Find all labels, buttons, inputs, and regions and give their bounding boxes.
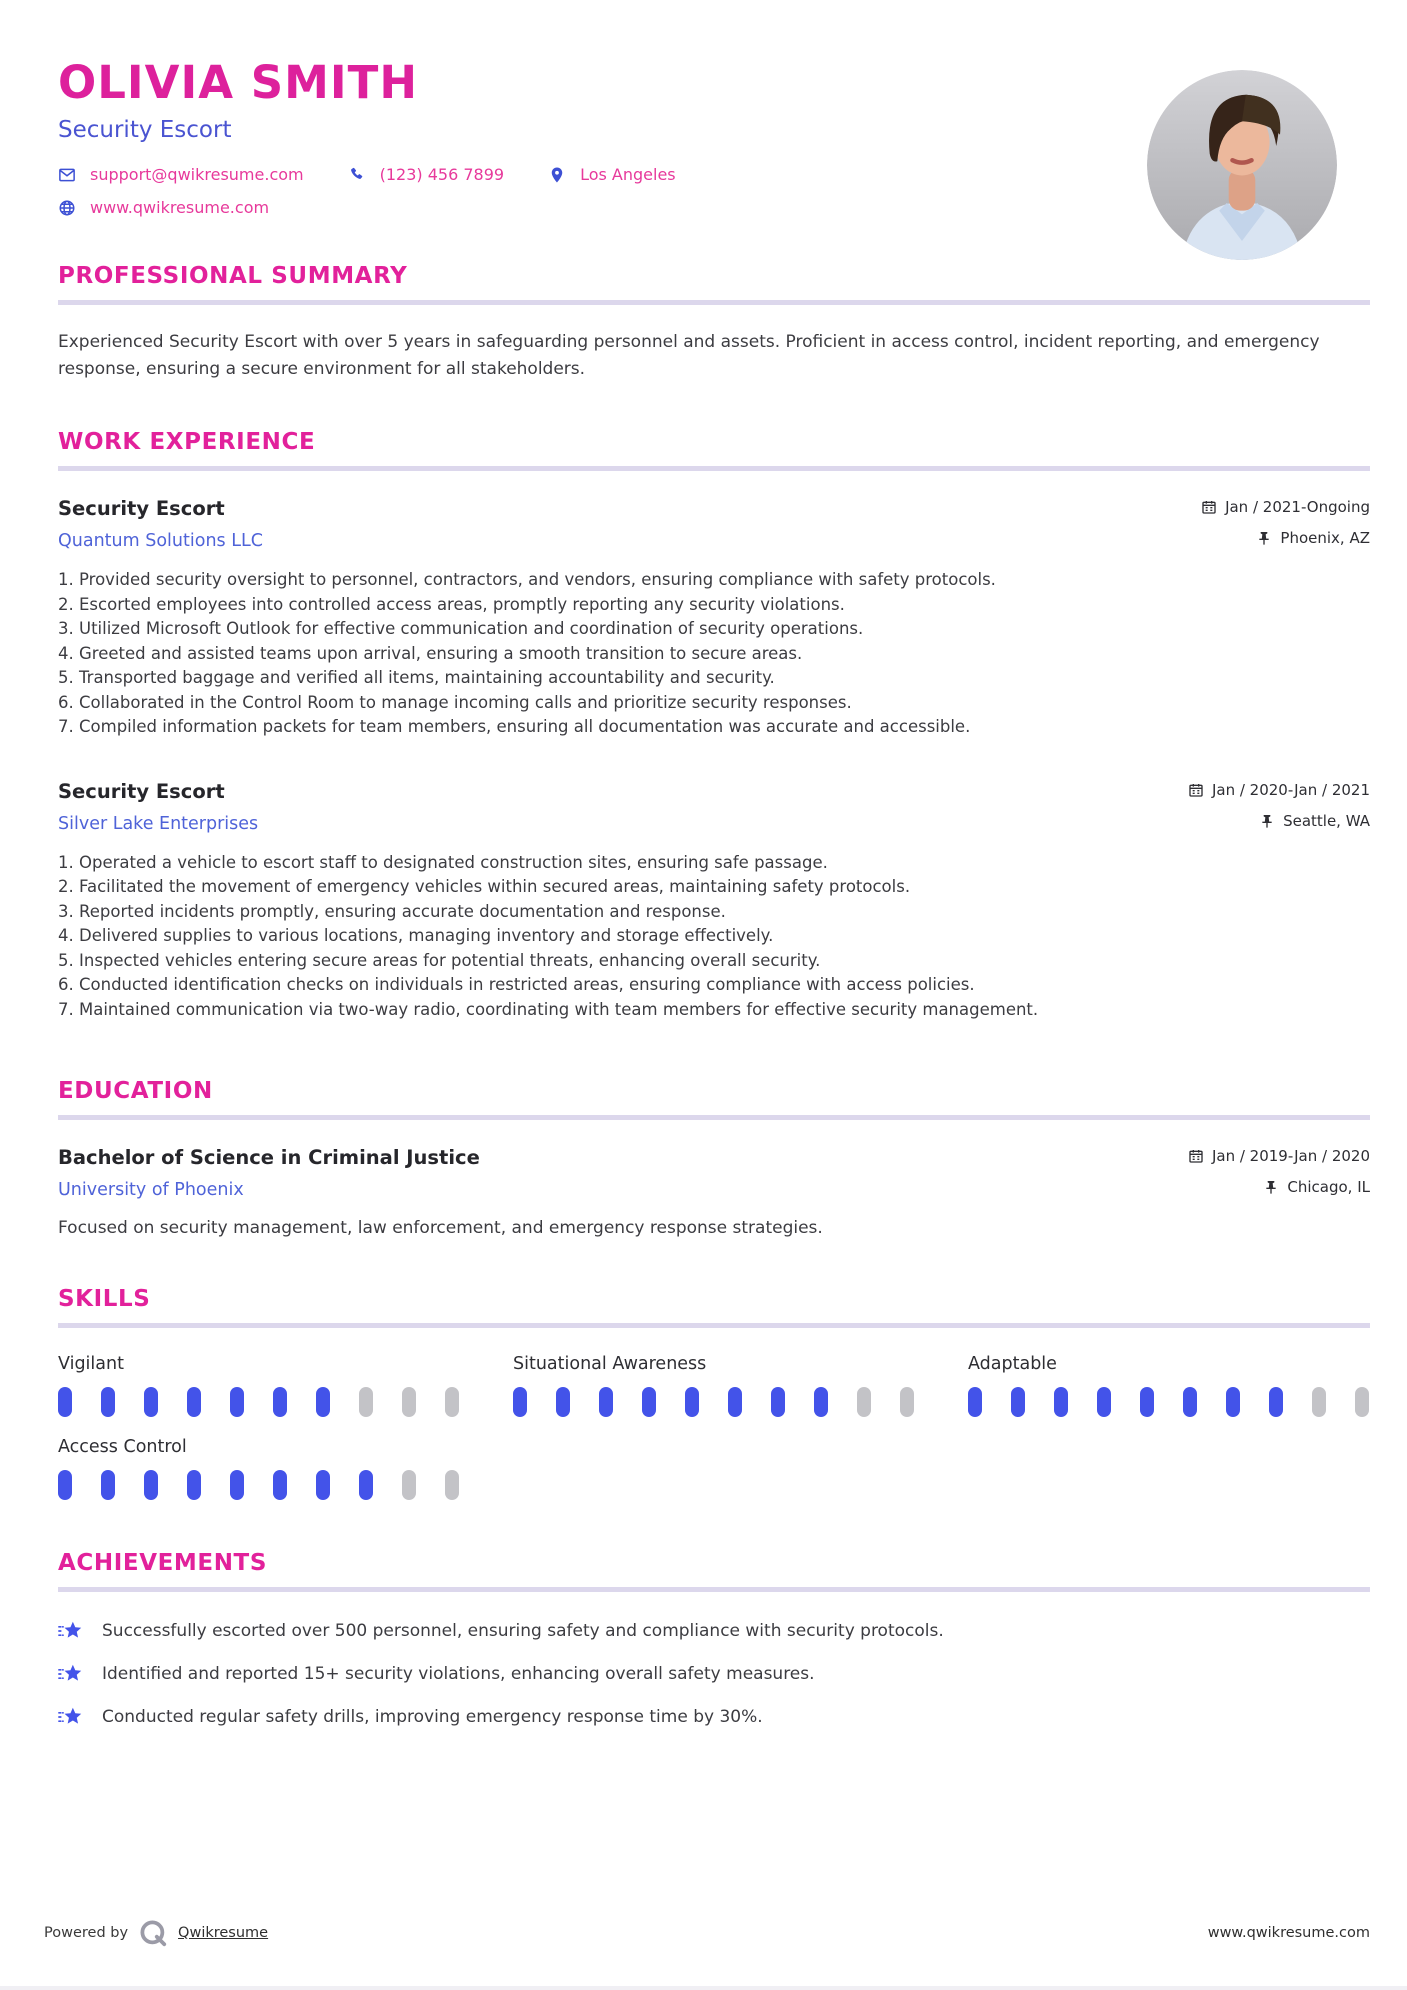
job-date-text: Jan / 2020-Jan / 2021 (1211, 780, 1370, 799)
job-bullet: 4. Delivered supplies to various locations, managing inventory and storage effectively. (58, 924, 1370, 949)
achievement-text: Successfully escorted over 500 personnel, ensuring safety and compliance with security protocols. (102, 1621, 944, 1641)
job-bullet: 6. Conducted identification checks on individuals in restricted areas, ensuring compliance with access policies. (58, 973, 1370, 998)
calendar-icon (1188, 782, 1204, 798)
shooting-star-icon (58, 1661, 84, 1687)
job-date (1188, 781, 1370, 799)
job-location (1256, 529, 1370, 547)
achievement-item (58, 1704, 1370, 1730)
skill-situational-awareness (513, 1354, 915, 1417)
skill-pill-filled (187, 1387, 201, 1417)
skill-pill-filled (556, 1387, 570, 1417)
education-date (1188, 1147, 1370, 1165)
job-title: Security Escort (58, 779, 225, 803)
skill-adaptable (968, 1354, 1370, 1417)
skill-pill-empty (445, 1470, 459, 1500)
section-work-experience (58, 429, 1370, 1022)
skill-label: Access Control (58, 1437, 187, 1457)
education-school: University of Phoenix (58, 1180, 244, 1200)
skill-label: Situational Awareness (513, 1354, 707, 1374)
phone-text: (123) 456 7899 (379, 165, 505, 184)
skill-level-bar (58, 1387, 460, 1417)
candidate-job-title: Security Escort (58, 117, 232, 143)
education-location (1263, 1178, 1370, 1196)
skill-pill-empty (402, 1387, 416, 1417)
education-date-text: Jan / 2019-Jan / 2020 (1211, 1147, 1370, 1165)
location-pin-icon (548, 166, 566, 184)
website-text[interactable]: www.qwikresume.com (90, 198, 270, 217)
skill-level-bar (58, 1470, 460, 1500)
job-bullet: 6. Collaborated in the Control Room to manage incoming calls and prioritize security responses. (58, 691, 1370, 716)
achievement-text: Identified and reported 15+ security violations, enhancing overall safety measures. (102, 1664, 815, 1684)
skill-pill-filled (316, 1470, 330, 1500)
job-bullet: 2. Facilitated the movement of emergency vehicles within secured areas, maintaining safety protocols. (58, 875, 1370, 900)
shooting-star-icon (58, 1704, 84, 1730)
skill-pill-filled (1054, 1387, 1068, 1417)
job-title: Security Escort (58, 497, 225, 520)
skill-pill-filled (1097, 1387, 1111, 1417)
skill-pill-filled (101, 1470, 115, 1500)
job-location-text: Phoenix, AZ (1280, 529, 1370, 547)
skill-pill-filled (1269, 1387, 1283, 1417)
achievements-list (58, 1618, 1370, 1730)
calendar-icon (1201, 499, 1217, 515)
job-bullet: 1. Operated a vehicle to escort staff to designated construction sites, ensuring safe passage. (58, 851, 1370, 876)
resume-header (58, 56, 1370, 217)
education-description: Focused on security management, law enforcement, and emergency response strategies. (58, 1218, 823, 1238)
skill-pill-filled (273, 1470, 287, 1500)
skill-pill-filled (642, 1387, 656, 1417)
avatar (1147, 70, 1337, 260)
contact-phone[interactable] (348, 165, 504, 184)
skill-pill-empty (857, 1387, 871, 1417)
skill-pill-filled (58, 1387, 72, 1417)
skill-pill-filled (144, 1387, 158, 1417)
divider (58, 1115, 1370, 1120)
contact-email[interactable] (58, 165, 304, 184)
skill-pill-filled (144, 1470, 158, 1500)
page-footer (44, 1918, 1370, 1948)
envelope-icon (58, 166, 76, 184)
pushpin-icon (1263, 1179, 1279, 1195)
skill-pill-filled (814, 1387, 828, 1417)
divider (58, 1323, 1370, 1328)
location-text: Los Angeles (580, 165, 676, 184)
achievement-item (58, 1618, 1370, 1644)
education-location-text: Chicago, IL (1287, 1178, 1370, 1196)
job-bullet-list (58, 568, 1370, 740)
job-bullet: 7. Maintained communication via two-way radio, coordinating with team members for effective security management. (58, 998, 1370, 1023)
job-bullet: 5. Transported baggage and verified all items, maintaining accountability and security. (58, 666, 1370, 691)
skill-pill-filled (771, 1387, 785, 1417)
skill-pill-filled (230, 1470, 244, 1500)
skill-pill-empty (359, 1387, 373, 1417)
skill-vigilant (58, 1354, 460, 1417)
job-bullet: 3. Utilized Microsoft Outlook for effective communication and coordination of security operations. (58, 617, 1370, 642)
qwikresume-q-icon (138, 1918, 168, 1948)
skill-pill-empty (1312, 1387, 1326, 1417)
skill-pill-filled (1226, 1387, 1240, 1417)
skill-level-bar (513, 1387, 915, 1417)
skill-pill-filled (599, 1387, 613, 1417)
job-bullet: 4. Greeted and assisted teams upon arrival, ensuring a smooth transition to secure areas. (58, 642, 1370, 667)
achievement-text: Conducted regular safety drills, improving emergency response time by 30%. (102, 1707, 763, 1727)
job-date-text: Jan / 2021-Ongoing (1225, 498, 1370, 516)
profile-photo (1147, 70, 1337, 260)
skill-pill-filled (273, 1387, 287, 1417)
section-professional-summary (58, 263, 1370, 383)
section-education (58, 1078, 1370, 1238)
pushpin-icon (1259, 813, 1275, 829)
work-heading: WORK EXPERIENCE (58, 429, 316, 455)
skill-pill-filled (685, 1387, 699, 1417)
contact-website[interactable] (58, 198, 269, 217)
job-date (1201, 498, 1370, 516)
skill-pill-filled (230, 1387, 244, 1417)
job-bullet: 7. Compiled information packets for team members, ensuring all documentation was accurate and accessible. (58, 715, 1370, 740)
job-entry (58, 780, 1370, 1023)
skill-pill-filled (187, 1470, 201, 1500)
skill-pill-filled (728, 1387, 742, 1417)
skill-pill-empty (402, 1470, 416, 1500)
job-location-text: Seattle, WA (1283, 811, 1370, 830)
education-degree: Bachelor of Science in Criminal Justice (58, 1146, 480, 1169)
email-text[interactable]: support@qwikresume.com (90, 165, 304, 184)
candidate-name: OLIVIA SMITH (58, 56, 419, 109)
skill-pill-empty (445, 1387, 459, 1417)
phone-icon (348, 166, 366, 184)
skill-pill-filled (58, 1470, 72, 1500)
skill-level-bar (968, 1387, 1370, 1417)
skill-pill-filled (1183, 1387, 1197, 1417)
achievement-item (58, 1661, 1370, 1687)
shooting-star-icon (58, 1618, 84, 1644)
divider (58, 300, 1370, 305)
summary-text: Experienced Security Escort with over 5 years in safeguarding personnel and assets. Proficient in access control, incident reporting, and emergency response, ensuring a secure environment for all stakeholders. (58, 332, 1320, 379)
calendar-icon (1188, 1148, 1204, 1164)
skill-pill-empty (1355, 1387, 1369, 1417)
summary-heading: PROFESSIONAL SUMMARY (58, 263, 408, 289)
qwikresume-link[interactable]: Qwikresume (178, 1925, 269, 1941)
skill-pill-filled (316, 1387, 330, 1417)
contact-location (548, 165, 676, 184)
skill-pill-filled (1011, 1387, 1025, 1417)
skill-access-control (58, 1437, 460, 1500)
job-bullet: 2. Escorted employees into controlled access areas, promptly reporting any security violations. (58, 593, 1370, 618)
skill-pill-filled (101, 1387, 115, 1417)
skill-pill-filled (1140, 1387, 1154, 1417)
skill-label: Adaptable (968, 1354, 1057, 1374)
skill-pill-filled (359, 1470, 373, 1500)
pushpin-icon (1256, 530, 1272, 546)
skill-pill-filled (968, 1387, 982, 1417)
job-bullet: 1. Provided security oversight to personnel, contractors, and vendors, ensuring compliance with safety protocols. (58, 568, 1370, 593)
divider (58, 1587, 1370, 1592)
job-bullet: 5. Inspected vehicles entering secure areas for potential threats, enhancing overall security. (58, 949, 1370, 974)
skills-heading: SKILLS (58, 1286, 151, 1312)
job-entry (58, 497, 1370, 740)
job-company: Silver Lake Enterprises (58, 813, 259, 834)
section-skills (58, 1286, 1370, 1500)
powered-by-label: Powered by (44, 1925, 129, 1941)
divider (58, 466, 1370, 471)
skill-pill-empty (900, 1387, 914, 1417)
job-bullet-list (58, 851, 1370, 1023)
job-bullet: 3. Reported incidents promptly, ensuring accurate documentation and response. (58, 900, 1370, 925)
footer-website-url[interactable]: www.qwikresume.com (1207, 1925, 1370, 1941)
skill-label: Vigilant (58, 1354, 124, 1374)
education-heading: EDUCATION (58, 1078, 213, 1104)
skill-pill-filled (513, 1387, 527, 1417)
globe-icon (58, 199, 76, 217)
section-achievements (58, 1550, 1370, 1730)
job-location (1259, 812, 1370, 830)
job-company: Quantum Solutions LLC (58, 531, 263, 551)
achievements-heading: ACHIEVEMENTS (58, 1550, 268, 1576)
